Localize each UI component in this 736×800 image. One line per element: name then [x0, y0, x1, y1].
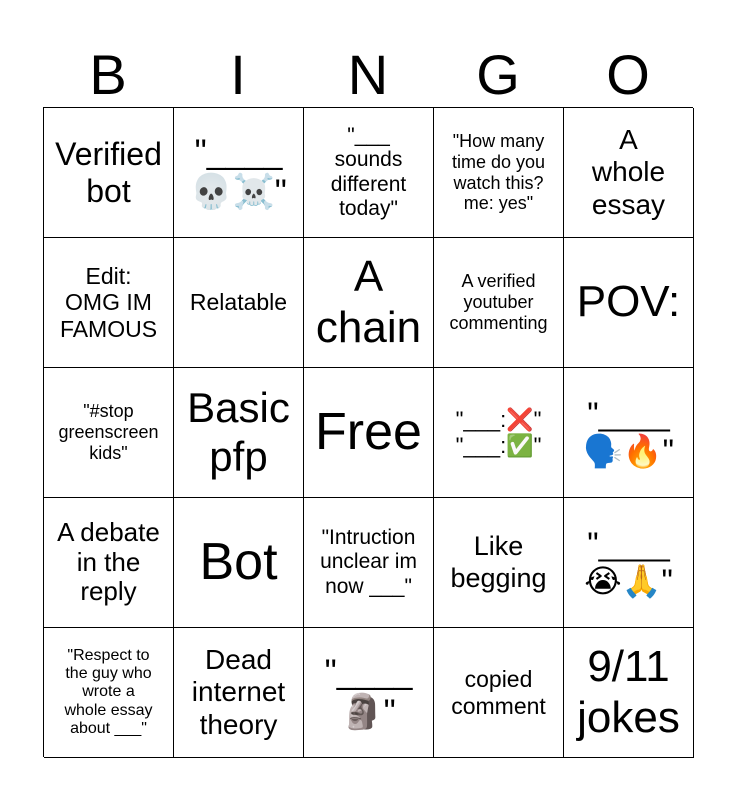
cell-text: Like begging	[450, 531, 547, 593]
cell-text: 9/11 jokes	[577, 641, 680, 742]
bingo-cell[interactable]	[564, 498, 694, 628]
bingo-cell[interactable]	[174, 108, 304, 238]
header-letter-n: N	[347, 43, 389, 106]
cell-text: "#stop greenscreen kids"	[58, 401, 159, 463]
cell-text: copied comment	[451, 666, 546, 719]
cell-text: "How many time do you watch this? me: yes"	[451, 131, 546, 214]
bingo-cell[interactable]	[564, 368, 694, 498]
cell-text: Edit: OMG IM FAMOUS	[59, 262, 158, 342]
header-letter-i: I	[230, 43, 246, 106]
cell-text: Basic pfp	[187, 384, 290, 480]
cell-text: POV:	[576, 277, 681, 327]
cell-text: Free	[315, 402, 422, 461]
bingo-cell[interactable]	[44, 368, 174, 498]
bingo-cell[interactable]	[174, 368, 304, 498]
bingo-cell[interactable]	[434, 368, 564, 498]
bingo-grid	[43, 107, 693, 757]
cell-text: "___:❌" "___:✅"	[455, 407, 542, 458]
bingo-cell[interactable]	[564, 238, 694, 368]
cell-text: Dead internet theory	[191, 644, 286, 740]
bingo-cell[interactable]	[44, 108, 174, 238]
bingo-cell-free[interactable]	[304, 368, 434, 498]
bingo-cell[interactable]	[304, 498, 434, 628]
bingo-cell[interactable]	[44, 628, 174, 758]
bingo-cell[interactable]	[434, 108, 564, 238]
cell-text: A debate in the reply	[57, 516, 160, 607]
bingo-cell[interactable]	[564, 108, 694, 238]
bingo-cell[interactable]	[304, 108, 434, 238]
bingo-cell[interactable]	[304, 628, 434, 758]
cell-text: Verified bot	[55, 135, 162, 209]
cell-text: "Respect to the guy who wrote a whole essay about ___"	[64, 646, 153, 738]
bingo-cell[interactable]	[44, 498, 174, 628]
bingo-cell[interactable]	[434, 498, 564, 628]
bingo-cell[interactable]	[44, 238, 174, 368]
cell-text: "____ 🗣️🔥"	[582, 395, 675, 469]
cell-text: "Intruction unclear im now ___"	[320, 526, 417, 598]
header-letter-b: B	[89, 43, 127, 106]
bingo-cell[interactable]	[174, 628, 304, 758]
bingo-cell[interactable]	[174, 498, 304, 628]
bingo-cell[interactable]	[434, 238, 564, 368]
cell-text: "____ 😭🙏"	[584, 525, 673, 599]
bingo-header	[43, 42, 693, 108]
header-letter-g: G	[476, 43, 520, 106]
bingo-cell[interactable]	[174, 238, 304, 368]
cell-text: Relatable	[189, 289, 288, 316]
bingo-cell[interactable]	[564, 628, 694, 758]
header-letter-o: O	[606, 43, 650, 106]
cell-text: A verified youtuber commenting	[449, 271, 548, 333]
bingo-cell[interactable]	[434, 628, 564, 758]
cell-text: A chain	[315, 251, 422, 352]
cell-text: A whole essay	[591, 124, 666, 220]
bingo-cell[interactable]	[304, 238, 434, 368]
cell-text: "____ 💀☠️"	[190, 133, 287, 211]
cell-text: "____ 🗿"	[324, 653, 413, 731]
cell-text: "___ sounds different today"	[330, 124, 407, 220]
cell-text: Bot	[199, 532, 278, 591]
